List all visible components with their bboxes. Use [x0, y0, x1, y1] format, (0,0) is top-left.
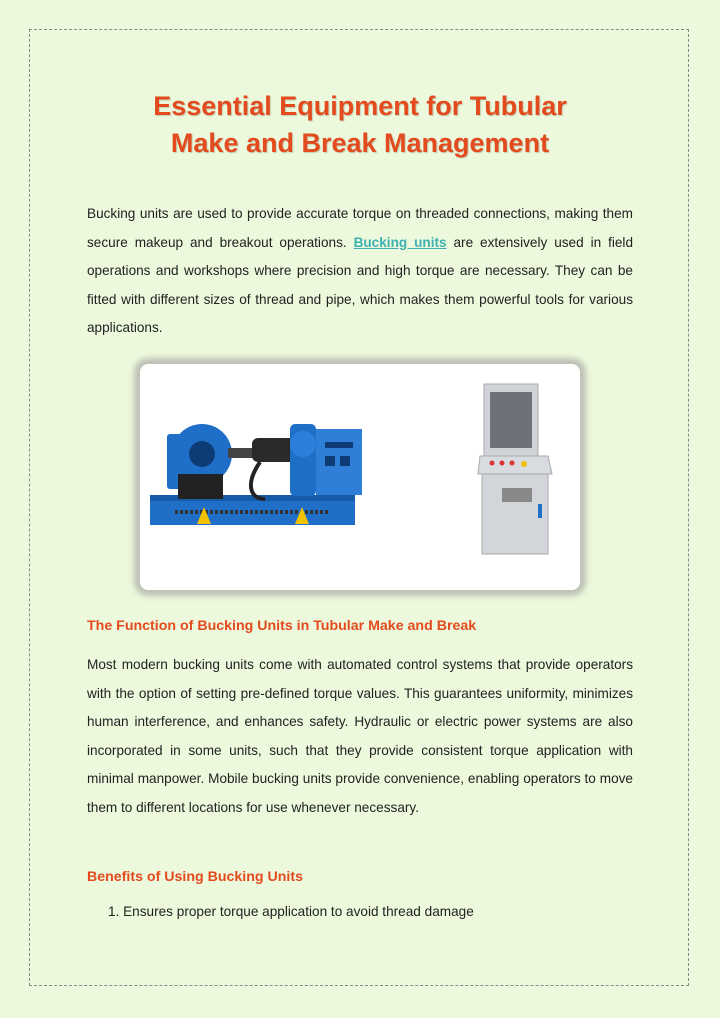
benefits-list [108, 904, 474, 919]
section-heading-benefits: Benefits of Using Bucking Units [87, 869, 303, 885]
intro-paragraph [87, 200, 633, 343]
bed-control-box [316, 429, 362, 495]
hydraulic-motor [252, 438, 296, 462]
title-line-2: Make and Break Management [170, 128, 550, 158]
intro-text-before-link: Bucking units are used to provide accurate torque on threaded connections, making them secure makeup and breakout operations. [87, 206, 633, 250]
bucking-unit-image [140, 364, 580, 590]
title-line-1: Essential Equipment for Tubular [153, 91, 567, 121]
section-heading-function: The Function of Bucking Units in Tubular Make and Break [87, 618, 477, 634]
function-paragraph: Most modern bucking units come with automated control systems that provide operators with the option of setting pre-defined torque values. This guarantees uniformity, minimizes human interference, and enhances safety. Hydraulic or electric power systems are also incorporated in some units, such that they provide consistent torque application with minimal manpower. Mobile bucking units provide convenience, enabling operators to move them to different locations for use whenever necessary. [87, 657, 633, 815]
intro-text-after-link: are extensively used in field operations and workshops where precision and high torque are necessary. They can be fitted with different sizes of thread and pipe, which makes them powerful tools for various applications. [87, 234, 634, 336]
page-title [0, 88, 720, 162]
monitor-screen [490, 392, 532, 448]
list-item: 1. Ensures proper torque application to avoid thread damage [108, 904, 474, 919]
bucking-unit-illustration [140, 364, 580, 590]
bucking-units-link[interactable]: Bucking units [353, 234, 447, 250]
